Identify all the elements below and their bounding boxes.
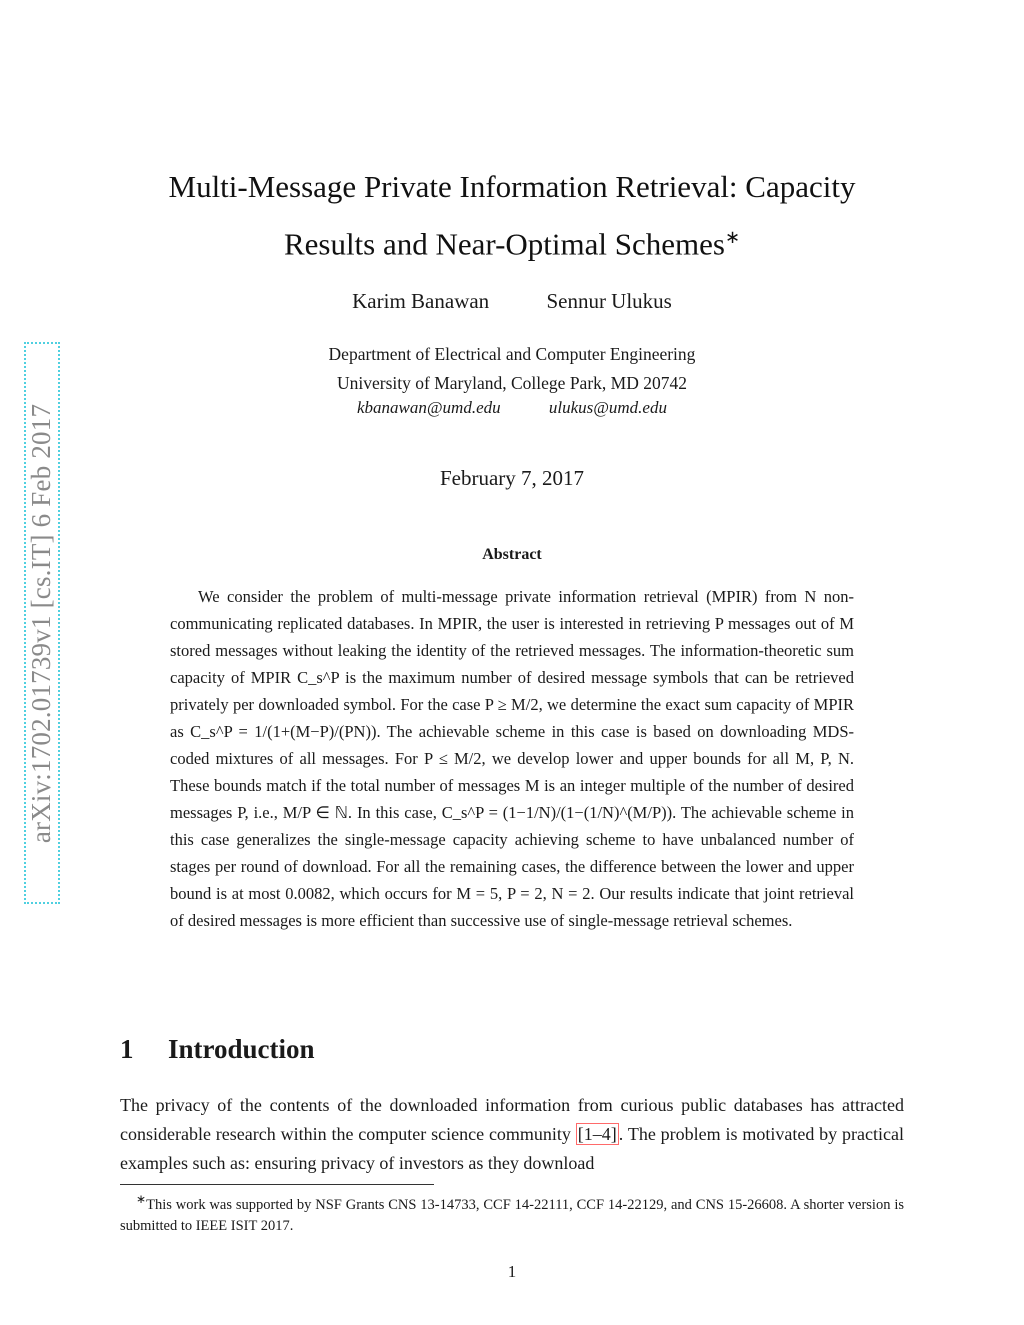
abstract-heading: Abstract (482, 546, 542, 563)
abstract-body (170, 583, 854, 934)
department: Department of Electrical and Computer Engineering (328, 344, 696, 364)
page-number: 1 (507, 1262, 517, 1281)
intro-text-continued: . The problem is motivated by practical examples such as: ensuring privacy of investors as they download (120, 1124, 904, 1173)
section-number: 1 (120, 1034, 134, 1064)
paper-title (110, 162, 914, 269)
affiliation (110, 340, 914, 398)
email: ulukus@umd.edu (548, 398, 667, 417)
author-list (110, 289, 914, 314)
title-line-2-text: Results and Near-Optimal Schemes (283, 226, 725, 262)
footnote (120, 1189, 904, 1237)
footnote-mark: ∗ (136, 1192, 147, 1206)
email: kbanawan@umd.edu (357, 398, 501, 417)
author-emails (110, 398, 914, 418)
footnote-rule (120, 1184, 434, 1185)
footnote-text: This work was supported by NSF Grants CNS 13-14733, CCF 14-22111, CCF 14-22129, and CNS 15-26608. A shorter version is submitted to IEEE ISIT 2017. (120, 1196, 904, 1234)
section-heading (120, 1034, 904, 1065)
title-line-1: Multi-Message Private Information Retrieval: Capacity (168, 169, 856, 204)
paper-date: February 7, 2017 (439, 466, 585, 490)
intro-paragraph (120, 1091, 904, 1178)
arxiv-stamp-text: arXiv:1702.01739v1 [cs.IT] 6 Feb 2017 (26, 403, 57, 843)
title-footnote-mark: ∗ (724, 227, 741, 247)
author-name: Karim Banawan (352, 289, 490, 313)
intro-text: The privacy of the contents of the downloaded information from curious public databases has attracted considerable research within the computer science community (120, 1095, 904, 1144)
citation-link[interactable]: [1–4] (577, 1124, 617, 1144)
abstract-text: We consider the problem of multi-message private information retrieval (MPIR) from N non-communicating replicated databases. In MPIR, the user is interested in retrieving P messages out of M stored messages without leaking the identity of the retrieved messages. The information-theoretic sum capacity of MPIR C_s^P is the maximum number of desired message symbols that can be retrieved privately per downloaded symbol. For the case P ≥ M/2, we determine the exact sum capacity of MPIR as C_s^P = 1/(1+(M−P)/(PN)). The achievable scheme in this case is based on downloading MDS-coded mixtures of all messages. For P ≤ M/2, we develop lower and upper bounds for all M, P, N. These bounds match if the total number of messages M is an integer multiple of the number of desired messages P, i.e., M/P ∈ ℕ. In this case, C_s^P = (1−1/N)/(1−(1/N)^(M/P)). The achievable scheme in this case generalizes the single-message capacity achieving scheme to have unbalanced number of stages per round of download. For all the remaining cases, the difference between the lower and upper bound is at most 0.0082, which occurs for M = 5, P = 2, N = 2. Our results indicate that joint retrieval of desired messages is more efficient than successive use of single-message retrieval schemes. (170, 587, 854, 930)
university: University of Maryland, College Park, MD 20742 (337, 373, 687, 393)
section-title: Introduction (168, 1034, 315, 1064)
title-line-2 (110, 212, 914, 269)
arxiv-stamp (24, 342, 60, 904)
author-name: Sennur Ulukus (546, 289, 672, 313)
